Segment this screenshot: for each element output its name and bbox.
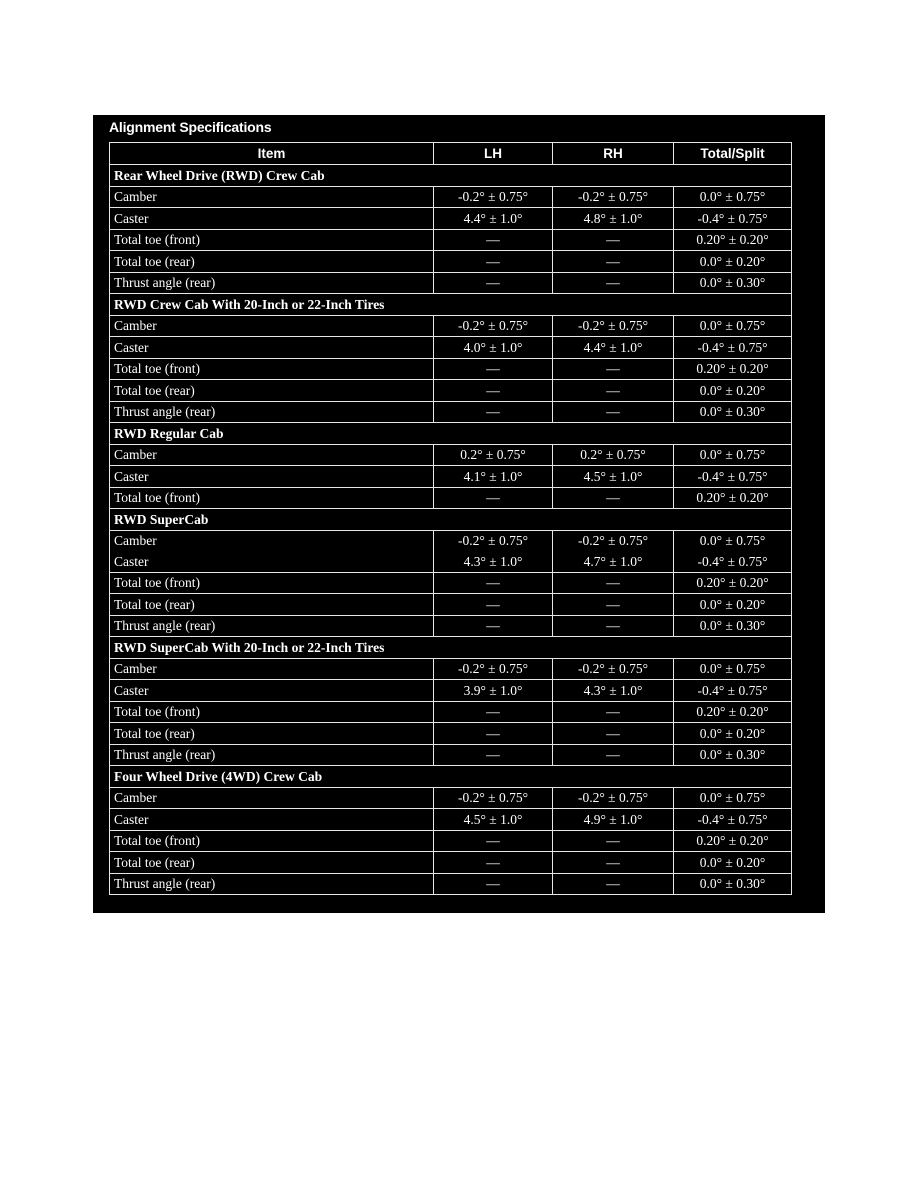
total-cell: 0.0° ± 0.75° xyxy=(674,186,792,208)
total-cell: -0.4° ± 0.75° xyxy=(674,466,792,488)
rh-cell: -0.2° ± 0.75° xyxy=(553,658,674,680)
lh-cell: — xyxy=(434,723,553,745)
lh-cell: -0.2° ± 0.75° xyxy=(434,530,553,551)
item-cell: Caster xyxy=(110,680,434,702)
table-row xyxy=(110,658,792,680)
lh-cell: — xyxy=(434,701,553,723)
total-cell: -0.4° ± 0.75° xyxy=(674,337,792,359)
lh-cell: — xyxy=(434,594,553,616)
rh-cell: -0.2° ± 0.75° xyxy=(553,530,674,551)
item-cell: Thrust angle (rear) xyxy=(110,401,434,423)
lh-cell: — xyxy=(434,401,553,423)
item-cell: Caster xyxy=(110,551,434,572)
lh-cell: -0.2° ± 0.75° xyxy=(434,315,553,337)
table-row xyxy=(110,572,792,594)
section-header-row xyxy=(110,509,792,531)
lh-cell: — xyxy=(434,744,553,766)
rh-cell: — xyxy=(553,358,674,380)
column-header-lh: LH xyxy=(434,143,553,165)
table-row xyxy=(110,530,792,551)
table-row xyxy=(110,401,792,423)
rh-cell: 0.2° ± 0.75° xyxy=(553,444,674,466)
lh-cell: — xyxy=(434,830,553,852)
rh-cell: — xyxy=(553,852,674,874)
total-cell: 0.0° ± 0.20° xyxy=(674,251,792,273)
table-row xyxy=(110,594,792,616)
item-cell: Total toe (front) xyxy=(110,358,434,380)
total-cell: 0.20° ± 0.20° xyxy=(674,358,792,380)
rh-cell: 4.8° ± 1.0° xyxy=(553,208,674,230)
table-row xyxy=(110,487,792,509)
rh-cell: -0.2° ± 0.75° xyxy=(553,186,674,208)
rh-cell: 4.9° ± 1.0° xyxy=(553,809,674,831)
table-row xyxy=(110,701,792,723)
column-header-total-split: Total/Split xyxy=(674,143,792,165)
item-cell: Caster xyxy=(110,337,434,359)
total-cell: 0.0° ± 0.75° xyxy=(674,530,792,551)
lh-cell: -0.2° ± 0.75° xyxy=(434,186,553,208)
table-row xyxy=(110,229,792,251)
total-cell: 0.0° ± 0.75° xyxy=(674,658,792,680)
section-title: RWD SuperCab With 20-Inch or 22-Inch Tires xyxy=(110,637,792,659)
lh-cell: — xyxy=(434,873,553,895)
total-cell: -0.4° ± 0.75° xyxy=(674,208,792,230)
lh-cell: — xyxy=(434,380,553,402)
lh-cell: 4.1° ± 1.0° xyxy=(434,466,553,488)
table-row xyxy=(110,551,792,572)
section-header-row xyxy=(110,423,792,445)
section-title: RWD SuperCab xyxy=(110,509,792,531)
alignment-spec-table xyxy=(109,142,792,895)
rh-cell: — xyxy=(553,723,674,745)
item-cell: Thrust angle (rear) xyxy=(110,272,434,294)
total-cell: 0.20° ± 0.20° xyxy=(674,830,792,852)
total-cell: -0.4° ± 0.75° xyxy=(674,680,792,702)
lh-cell: 3.9° ± 1.0° xyxy=(434,680,553,702)
table-row xyxy=(110,615,792,637)
total-cell: 0.0° ± 0.30° xyxy=(674,272,792,294)
table-row xyxy=(110,787,792,809)
table-row xyxy=(110,830,792,852)
table-row xyxy=(110,809,792,831)
item-cell: Camber xyxy=(110,444,434,466)
item-cell: Thrust angle (rear) xyxy=(110,744,434,766)
item-cell: Camber xyxy=(110,315,434,337)
rh-cell: -0.2° ± 0.75° xyxy=(553,315,674,337)
total-cell: 0.0° ± 0.75° xyxy=(674,444,792,466)
rh-cell: 4.7° ± 1.0° xyxy=(553,551,674,572)
rh-cell: — xyxy=(553,594,674,616)
rh-cell: 4.5° ± 1.0° xyxy=(553,466,674,488)
total-cell: 0.20° ± 0.20° xyxy=(674,229,792,251)
rh-cell: — xyxy=(553,401,674,423)
total-cell: 0.0° ± 0.75° xyxy=(674,315,792,337)
item-cell: Camber xyxy=(110,530,434,551)
rh-cell: 4.3° ± 1.0° xyxy=(553,680,674,702)
item-cell: Total toe (front) xyxy=(110,572,434,594)
section-header-row xyxy=(110,294,792,316)
rh-cell: — xyxy=(553,572,674,594)
item-cell: Thrust angle (rear) xyxy=(110,873,434,895)
total-cell: 0.0° ± 0.20° xyxy=(674,594,792,616)
lh-cell: 4.3° ± 1.0° xyxy=(434,551,553,572)
rh-cell: -0.2° ± 0.75° xyxy=(553,787,674,809)
rh-cell: — xyxy=(553,229,674,251)
rh-cell: — xyxy=(553,272,674,294)
section-header-row xyxy=(110,165,792,187)
column-header-item: Item xyxy=(110,143,434,165)
lh-cell: -0.2° ± 0.75° xyxy=(434,658,553,680)
rh-cell: — xyxy=(553,873,674,895)
item-cell: Total toe (front) xyxy=(110,830,434,852)
total-cell: 0.0° ± 0.30° xyxy=(674,615,792,637)
table-row xyxy=(110,186,792,208)
panel-title: Alignment Specifications xyxy=(109,119,272,135)
alignment-specifications-panel xyxy=(93,115,825,913)
rh-cell: — xyxy=(553,380,674,402)
table-row xyxy=(110,723,792,745)
item-cell: Total toe (front) xyxy=(110,487,434,509)
table-row xyxy=(110,744,792,766)
table-header-row xyxy=(110,143,792,165)
item-cell: Total toe (rear) xyxy=(110,594,434,616)
rh-cell: — xyxy=(553,830,674,852)
lh-cell: — xyxy=(434,251,553,273)
total-cell: 0.0° ± 0.20° xyxy=(674,723,792,745)
item-cell: Total toe (rear) xyxy=(110,251,434,273)
lh-cell: 4.4° ± 1.0° xyxy=(434,208,553,230)
section-header-row xyxy=(110,766,792,788)
item-cell: Camber xyxy=(110,787,434,809)
total-cell: 0.0° ± 0.75° xyxy=(674,787,792,809)
rh-cell: 4.4° ± 1.0° xyxy=(553,337,674,359)
item-cell: Caster xyxy=(110,809,434,831)
item-cell: Total toe (rear) xyxy=(110,380,434,402)
lh-cell: — xyxy=(434,229,553,251)
total-cell: -0.4° ± 0.75° xyxy=(674,551,792,572)
column-header-rh: RH xyxy=(553,143,674,165)
rh-cell: — xyxy=(553,701,674,723)
total-cell: -0.4° ± 0.75° xyxy=(674,809,792,831)
total-cell: 0.0° ± 0.20° xyxy=(674,380,792,402)
table-row xyxy=(110,680,792,702)
item-cell: Camber xyxy=(110,658,434,680)
lh-cell: — xyxy=(434,358,553,380)
table-row xyxy=(110,208,792,230)
lh-cell: — xyxy=(434,487,553,509)
lh-cell: 4.5° ± 1.0° xyxy=(434,809,553,831)
table-row xyxy=(110,272,792,294)
table-row xyxy=(110,358,792,380)
table-row xyxy=(110,852,792,874)
section-title: RWD Regular Cab xyxy=(110,423,792,445)
item-cell: Thrust angle (rear) xyxy=(110,615,434,637)
item-cell: Total toe (rear) xyxy=(110,852,434,874)
table-row xyxy=(110,337,792,359)
lh-cell: 0.2° ± 0.75° xyxy=(434,444,553,466)
lh-cell: — xyxy=(434,272,553,294)
section-header-row xyxy=(110,637,792,659)
total-cell: 0.0° ± 0.20° xyxy=(674,852,792,874)
item-cell: Caster xyxy=(110,208,434,230)
rh-cell: — xyxy=(553,487,674,509)
table-row xyxy=(110,444,792,466)
lh-cell: 4.0° ± 1.0° xyxy=(434,337,553,359)
item-cell: Caster xyxy=(110,466,434,488)
item-cell: Total toe (front) xyxy=(110,229,434,251)
table-row xyxy=(110,466,792,488)
table-row xyxy=(110,873,792,895)
lh-cell: — xyxy=(434,572,553,594)
total-cell: 0.20° ± 0.20° xyxy=(674,487,792,509)
total-cell: 0.20° ± 0.20° xyxy=(674,701,792,723)
section-title: Four Wheel Drive (4WD) Crew Cab xyxy=(110,766,792,788)
total-cell: 0.0° ± 0.30° xyxy=(674,744,792,766)
lh-cell: — xyxy=(434,852,553,874)
rh-cell: — xyxy=(553,615,674,637)
total-cell: 0.0° ± 0.30° xyxy=(674,401,792,423)
total-cell: 0.0° ± 0.30° xyxy=(674,873,792,895)
rh-cell: — xyxy=(553,251,674,273)
item-cell: Total toe (front) xyxy=(110,701,434,723)
table-row xyxy=(110,315,792,337)
lh-cell: -0.2° ± 0.75° xyxy=(434,787,553,809)
rh-cell: — xyxy=(553,744,674,766)
lh-cell: — xyxy=(434,615,553,637)
section-title: Rear Wheel Drive (RWD) Crew Cab xyxy=(110,165,792,187)
table-row xyxy=(110,251,792,273)
item-cell: Camber xyxy=(110,186,434,208)
section-title: RWD Crew Cab With 20-Inch or 22-Inch Tires xyxy=(110,294,792,316)
item-cell: Total toe (rear) xyxy=(110,723,434,745)
table-row xyxy=(110,380,792,402)
total-cell: 0.20° ± 0.20° xyxy=(674,572,792,594)
